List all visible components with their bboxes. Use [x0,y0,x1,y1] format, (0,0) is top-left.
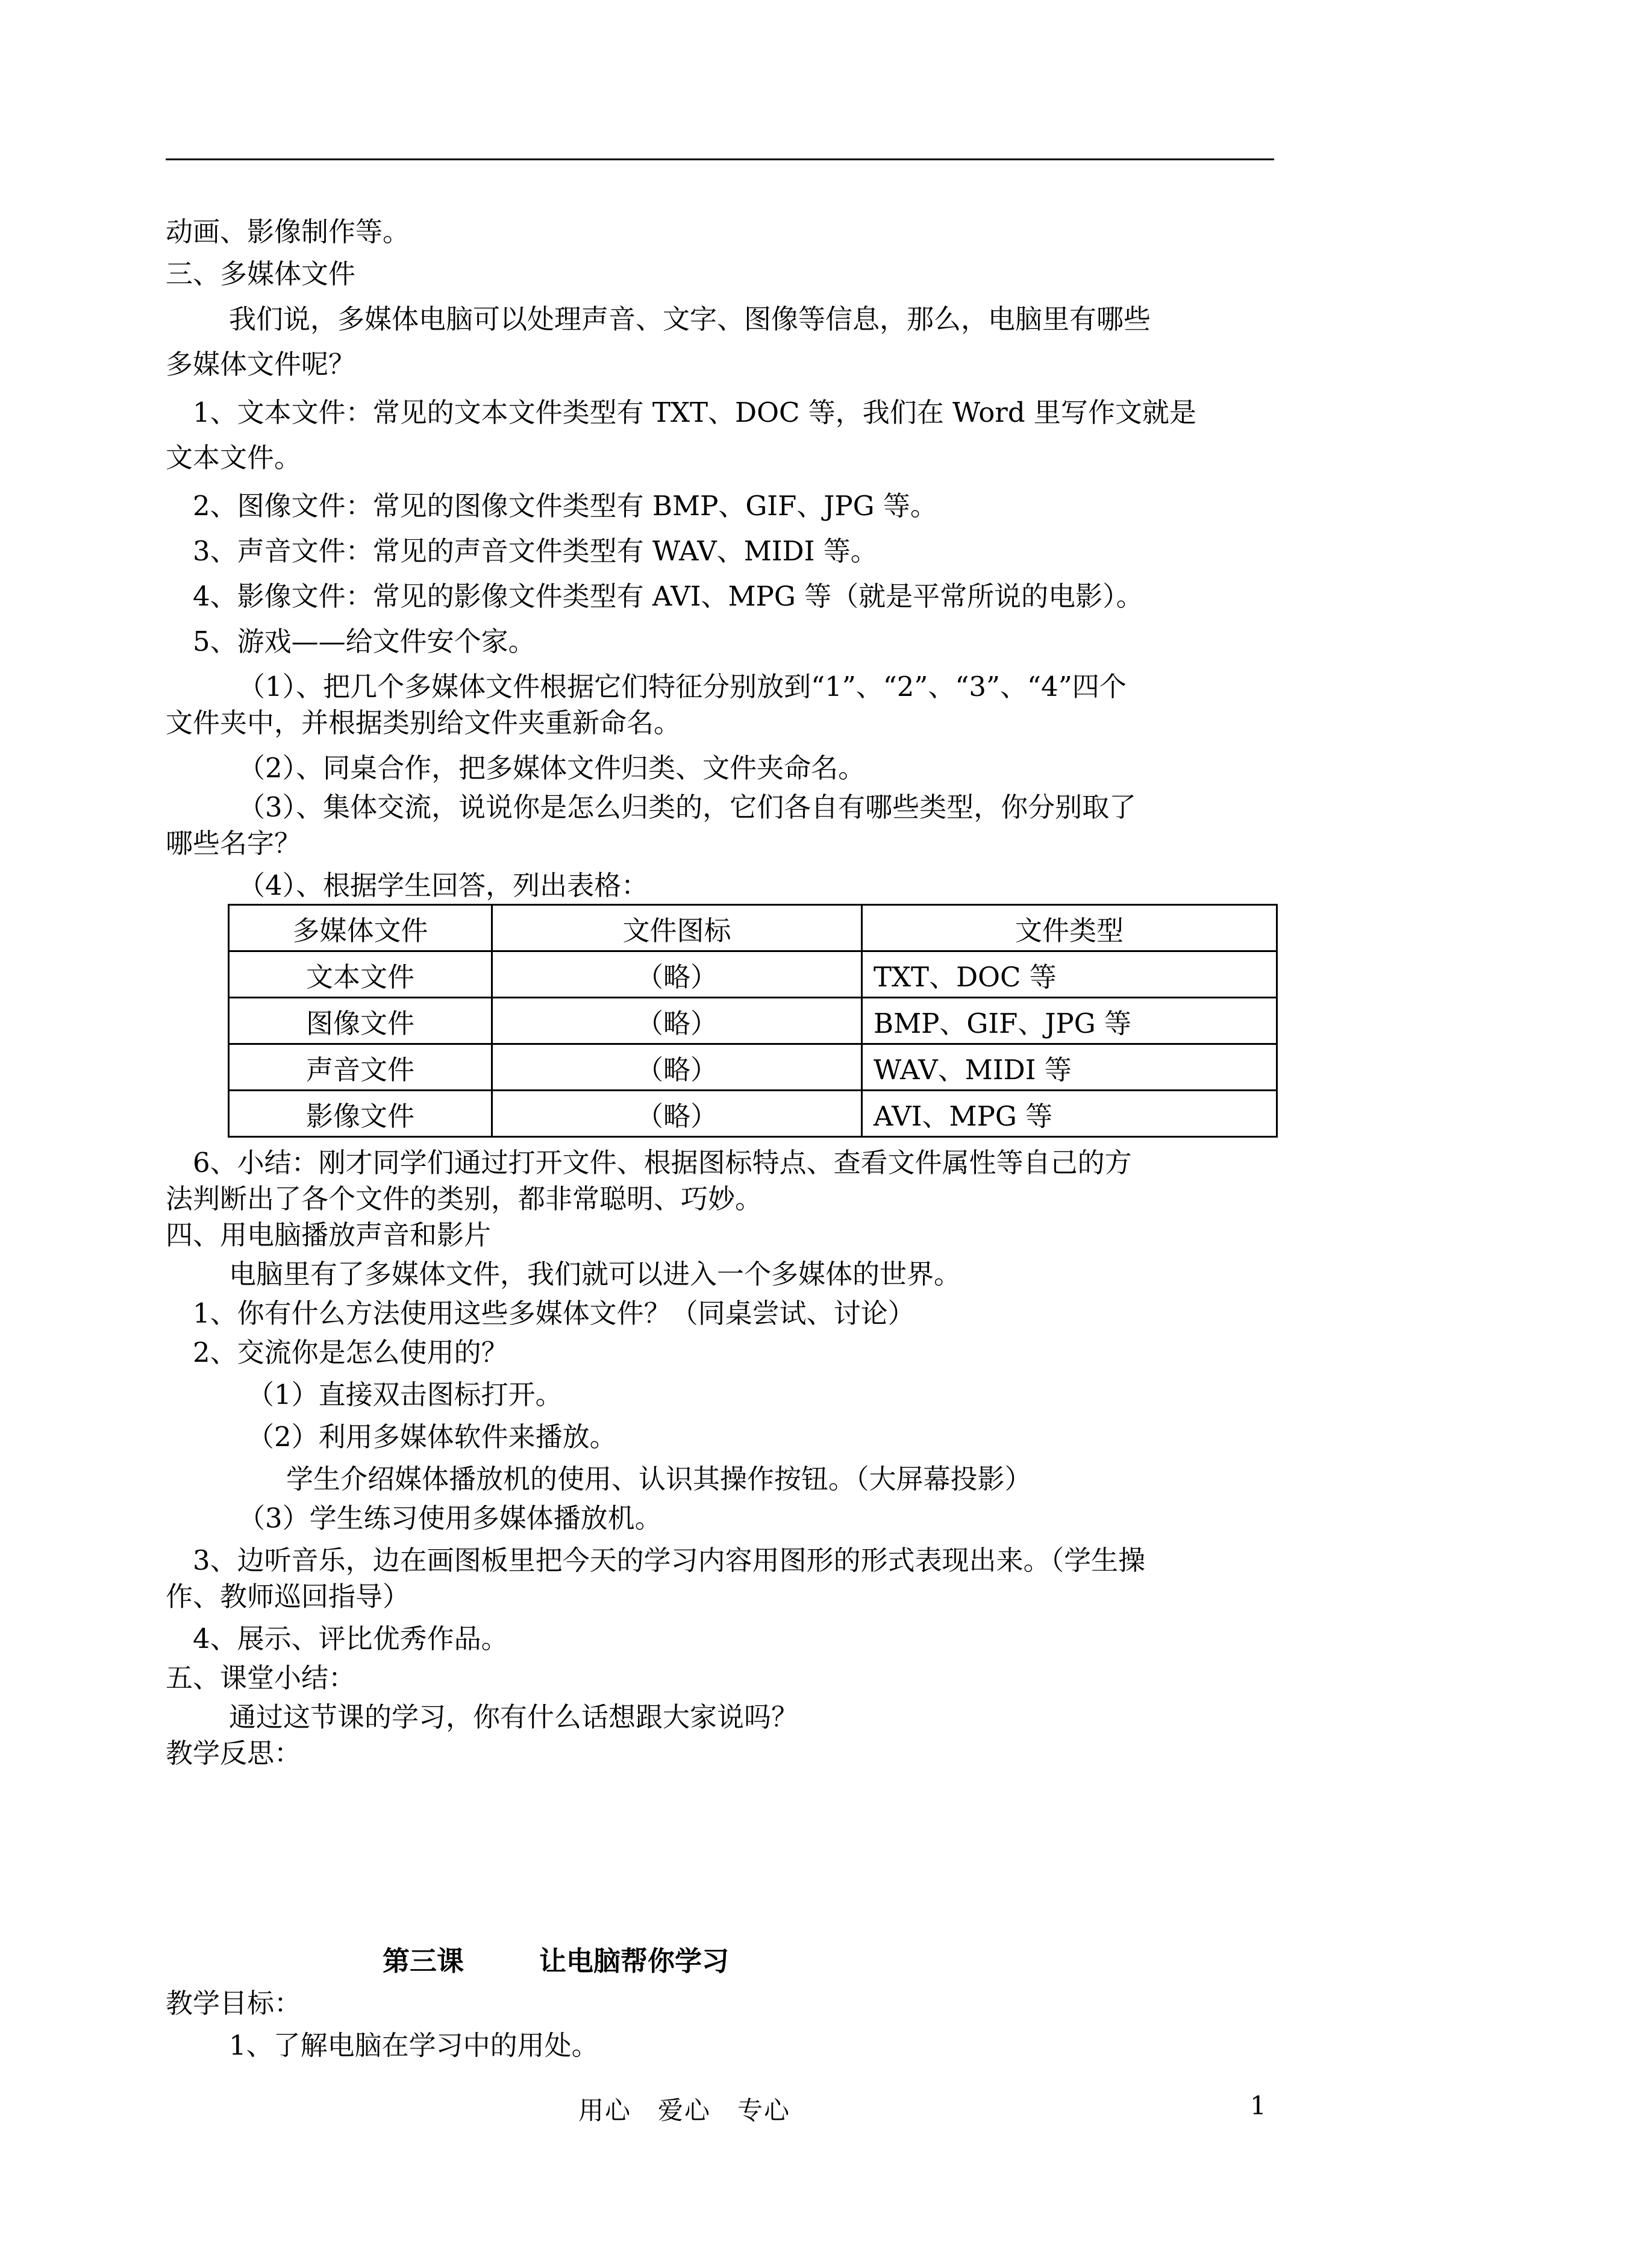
paragraph-line: 2、图像文件：常见的图像文件类型有 BMP、GIF、JPG 等。 [193,490,937,522]
paragraph-line: 教学反思： [166,1737,302,1769]
table-cell: 声音文件 [229,1044,492,1091]
footer-text: 用心 爱心 专心 [578,2096,791,2125]
table-header-cell: 多媒体文件 [229,905,492,951]
table-cell: 图像文件 [229,998,492,1044]
table-cell: AVI、MPG 等 [862,1091,1277,1137]
page-number: 1 [1250,2091,1266,2120]
table-cell: WAV、MIDI 等 [862,1044,1277,1091]
paragraph-line: 文件夹中，并根据类别给文件夹重新命名。 [166,707,681,739]
paragraph-line: （2）、同桌合作，把多媒体文件归类、文件夹命名。 [238,752,866,784]
table-row [229,1091,1277,1137]
table-cell: BMP、GIF、JPG 等 [862,998,1277,1044]
table-header-row [229,905,1277,951]
table-cell: （略） [492,1044,862,1091]
paragraph-line: 1、了解电脑在学习中的用处。 [229,2029,599,2061]
paragraph-line: 教学目标： [166,1987,302,2019]
section-heading: 五、课堂小结： [166,1662,356,1694]
paragraph-line: 3、边听音乐，边在画图板里把今天的学习内容用图形的形式表现出来。（学生操 [193,1544,1146,1576]
table-cell: （略） [492,998,862,1044]
paragraph-line: 5、游戏——给文件安个家。 [193,625,536,657]
paragraph-line: 我们说，多媒体电脑可以处理声音、文字、图像等信息，那么，电脑里有哪些 [229,303,1151,335]
table-row [229,951,1277,998]
paragraph-line: 电脑里有了多媒体文件，我们就可以进入一个多媒体的世界。 [229,1258,961,1290]
paragraph-line: 6、小结：刚才同学们通过打开文件、根据图标特点、查看文件属性等自己的方 [193,1147,1132,1179]
lesson-number: 第三课 [383,1945,464,1977]
paragraph-line: （3）学生练习使用多媒体播放机。 [238,1502,662,1534]
paragraph-line: 1、你有什么方法使用这些多媒体文件？（同桌尝试、讨论） [193,1297,915,1329]
paragraph-line: 2、交流你是怎么使用的？ [193,1336,508,1368]
table-cell: 影像文件 [229,1091,492,1137]
paragraph-line: 学生介绍媒体播放机的使用、认识其操作按钮。（大屏幕投影） [286,1463,1032,1495]
paragraph-line: 文本文件。 [166,442,302,474]
paragraph-line: （4）、根据学生回答，列出表格： [238,869,649,901]
paragraph-line: 法判断出了各个文件的类别，都非常聪明、巧妙。 [166,1183,763,1215]
section-heading: 三、多媒体文件 [166,258,356,290]
paragraph-line: 多媒体文件呢？ [166,348,356,380]
table-cell: 文本文件 [229,951,492,998]
paragraph-line: （2）利用多媒体软件来播放。 [247,1421,617,1453]
paragraph-line: 1、文本文件：常见的文本文件类型有 TXT、DOC 等，我们在 Word 里写作文就是 [193,396,1196,428]
paragraph-line: 哪些名字？ [166,827,302,859]
lesson-title: 让电脑帮你学习 [539,1945,730,1977]
paragraph-line: 通过这节课的学习，你有什么话想跟大家说吗？ [229,1701,799,1733]
paragraph-line: （3）、集体交流，说说你是怎么归类的，它们各自有哪些类型，你分别取了 [238,791,1137,823]
paragraph-line: （1）直接双击图标打开。 [247,1379,563,1411]
paragraph-line: 作、教师巡回指导） [166,1580,410,1612]
table-header-cell: 文件类型 [862,905,1277,951]
paragraph-line: 3、声音文件：常见的声音文件类型有 WAV、MIDI 等。 [193,535,878,567]
section-heading: 四、用电脑播放声音和影片 [166,1219,492,1251]
table-cell: （略） [492,951,862,998]
table-row [229,998,1277,1044]
table-cell: （略） [492,1091,862,1137]
table-cell: TXT、DOC 等 [862,951,1277,998]
media-file-table [228,904,1278,1138]
paragraph-line: 4、展示、评比优秀作品。 [193,1623,508,1655]
header-rule [166,158,1274,160]
table-row [229,1044,1277,1091]
paragraph-line: 4、影像文件：常见的影像文件类型有 AVI、MPG 等（就是平常所说的电影）。 [193,580,1143,612]
table-header-cell: 文件图标 [492,905,862,951]
paragraph-line: （1）、把几个多媒体文件根据它们特征分别放到“1”、“2”、“3”、“4”四个 [238,671,1127,703]
paragraph-line: 动画、影像制作等。 [166,216,410,248]
